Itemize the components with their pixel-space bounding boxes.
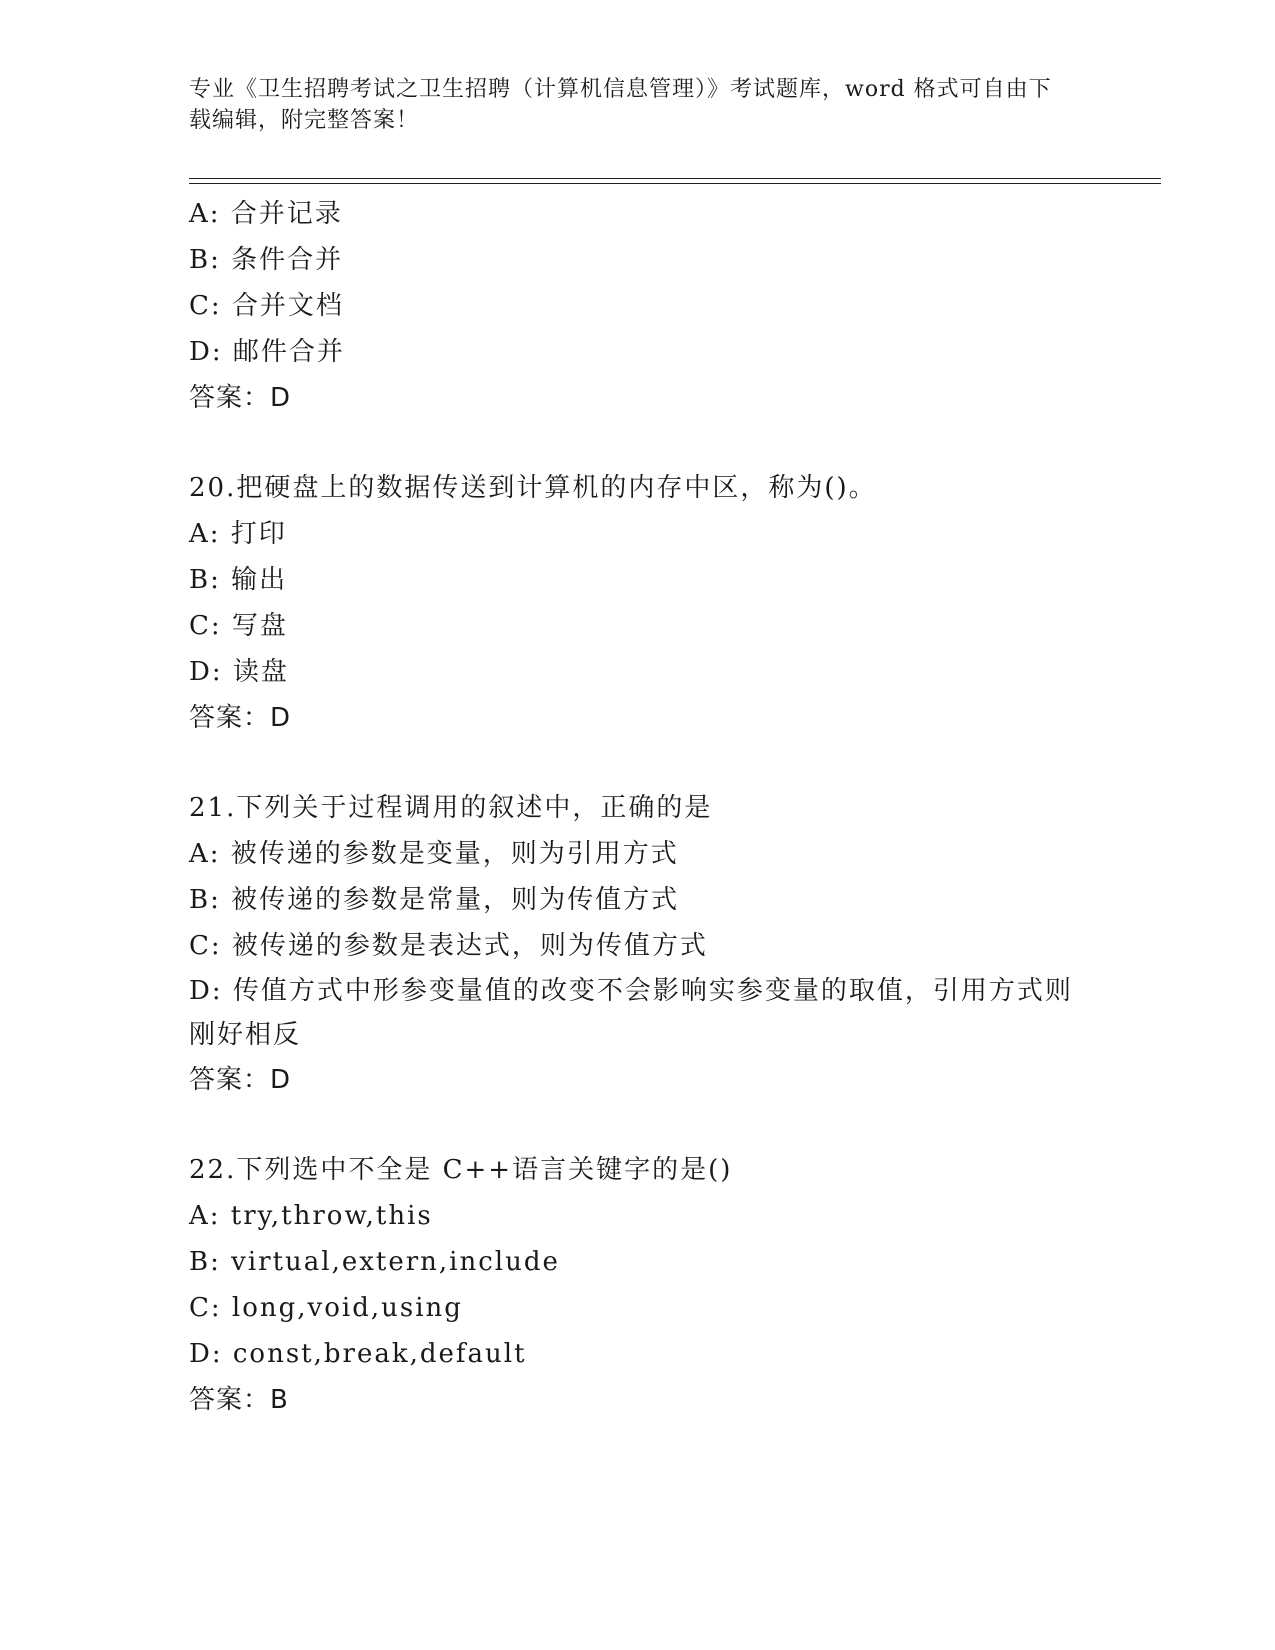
option-d: D: 传值方式中形参变量值的改变不会影响实参变量的取值，引用方式则刚好相反 — [189, 976, 1073, 1050]
question-text: 21.下列关于过程调用的叙述中，正确的是 — [189, 793, 713, 823]
option-d: D: const,break,default — [189, 1339, 527, 1369]
question-22 — [189, 1147, 1089, 1423]
answer: 答案：D — [189, 383, 292, 413]
option-a: A: 被传递的参数是变量，则为引用方式 — [189, 839, 679, 869]
option-a: A: 打印 — [189, 519, 287, 549]
question-20 — [189, 465, 1089, 741]
question-list — [189, 191, 1089, 1423]
header-divider-bottom — [189, 183, 1161, 184]
option-b: B: 条件合并 — [189, 245, 344, 275]
answer: 答案：B — [189, 1385, 289, 1415]
answer: 答案：D — [189, 1065, 292, 1095]
question-21 — [189, 785, 1089, 1103]
option-a: A: 合并记录 — [189, 199, 343, 229]
option-c: C: 被传递的参数是表达式，则为传值方式 — [189, 931, 708, 961]
answer: 答案：D — [189, 703, 292, 733]
question-19 — [189, 191, 1089, 421]
option-b: B: 被传递的参数是常量，则为传值方式 — [189, 885, 680, 915]
option-c: C: 写盘 — [189, 611, 288, 641]
option-b: B: virtual,extern,include — [189, 1247, 560, 1277]
option-a: A: try,throw,this — [189, 1201, 433, 1231]
question-text: 22.下列选中不全是 C++语言关键字的是() — [189, 1155, 733, 1185]
option-d: D: 邮件合并 — [189, 337, 345, 367]
option-d: D: 读盘 — [189, 657, 289, 687]
option-b: B: 输出 — [189, 565, 288, 595]
document-header: 专业《卫生招聘考试之卫生招聘（计算机信息管理）》考试题库，word 格式可自由下载编辑，附完整答案！ — [189, 77, 1052, 133]
option-c: C: long,void,using — [189, 1293, 463, 1323]
header-divider-top — [189, 178, 1161, 179]
question-text: 20.把硬盘上的数据传送到计算机的内存中区，称为()。 — [189, 473, 877, 503]
option-c: C: 合并文档 — [189, 291, 344, 321]
